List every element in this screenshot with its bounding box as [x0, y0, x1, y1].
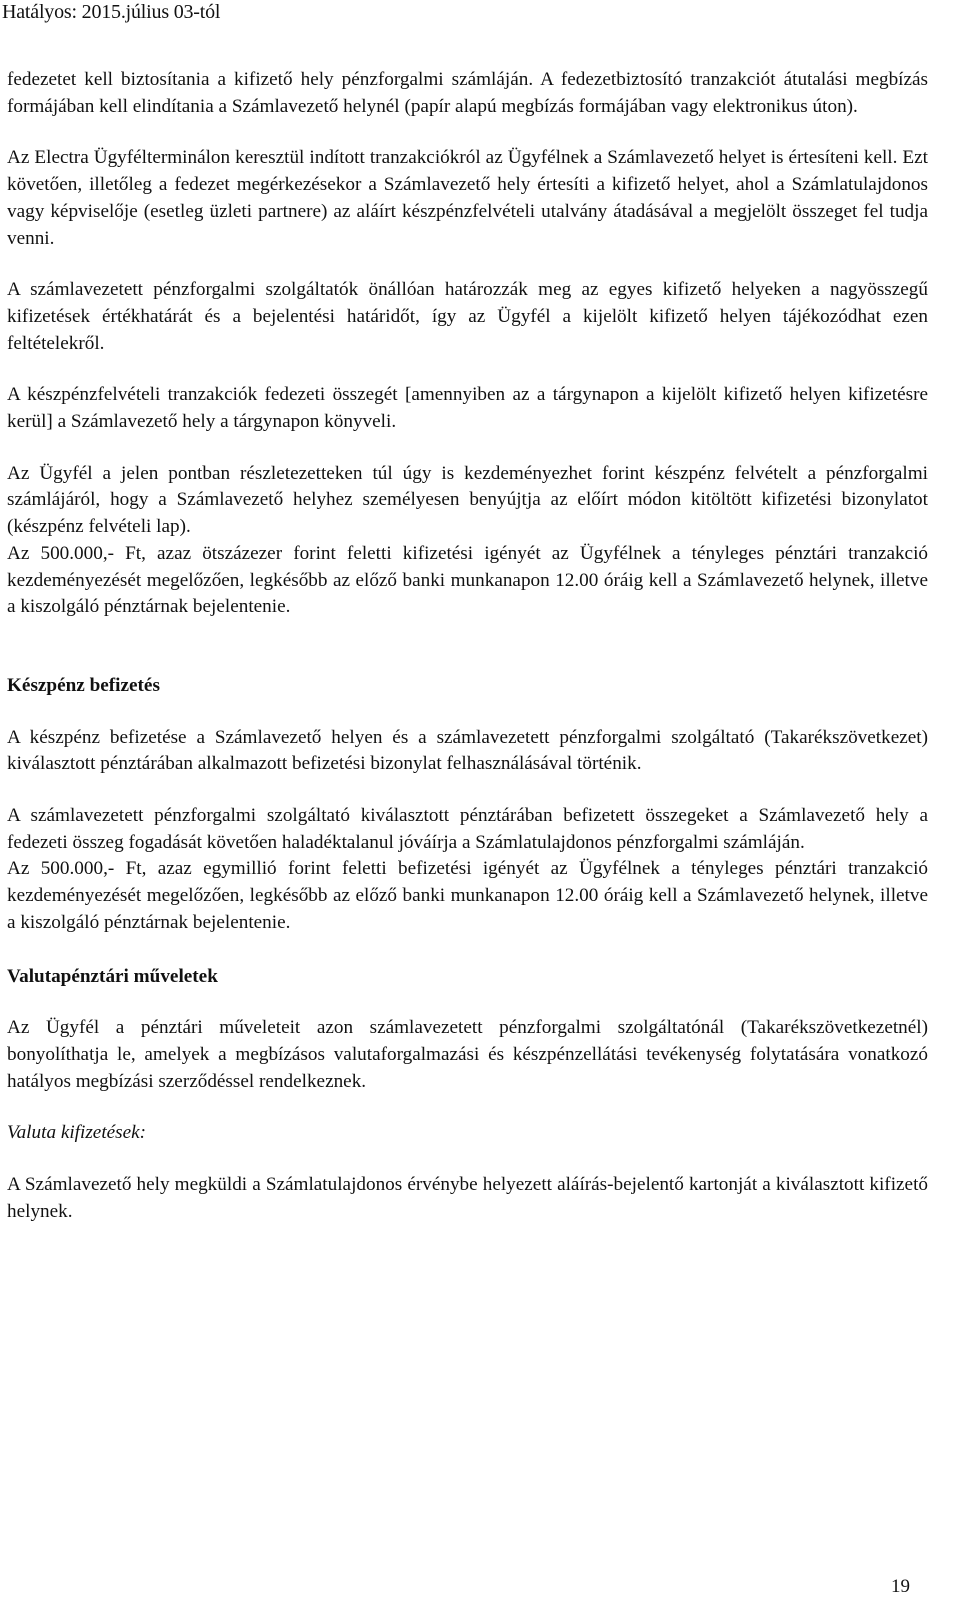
- paragraph-withdrawal-threshold: Az 500.000,- Ft, azaz ötszázezer forint feletti kifizetési igényét az Ügyfélnek a tényleges pénztári tranzakció kezdeményezését megelőzően, legkésőbb az előző banki munkanapon 12.00 óráig kell a Számlavezető helynek, illetve a kiszolgáló pénztárnak bejelentenie.: [7, 542, 928, 618]
- paragraph-funding-transfer: fedezetet kell biztosítania a kifizető hely pénzforgalmi számláján. A fedezetbiztosító tranzakciót átutalási megbízás formájában kell elindítania a Számlavezető helynél (papír alapú megbízás formájában vagy elektronikus úton).: [7, 69, 928, 117]
- paragraph-fx-operations: Az Ügyfél a pénztári műveleteit azon számlavezetett pénzforgalmi szolgáltatónál (Takarékszövetkezetnél) bonyolíthatja le, amelyek a megbízásos valutaforgalmazási és készpénzellátási tevékenység folytatására vonatkozó hatályos megbízási szerződéssel rendelkeznek.: [7, 1017, 928, 1092]
- subheading-fx-payouts: Valuta kifizetések:: [7, 1122, 147, 1144]
- paragraph-in-person-withdrawal: Az Ügyfél a jelen pontban részletezetteken túl úgy is kezdeményezhet forint készpénz felvételt a pénzforgalmi számlájáról, hogy a Számlavezető helyhez személyesen benyújtja az előírt módon kitöltött kifizetési bizonylatot (készpénz felvételi lap).: [7, 462, 928, 538]
- paragraph-signature-card: A Számlavezető hely megküldi a Számlatulajdonos érvénybe helyezett aláírás-bejelentő kartonját a kiválasztott kifizető helynek.: [7, 1174, 928, 1222]
- paragraph-deposit-crediting: A számlavezetett pénzforgalmi szolgáltató kiválasztott pénztárában befizetett összegeket a Számlavezető hely a fedezeti összeg fogadását követően haladéktalanul jóváírja a Számlatulajdonos pénzforgalmi számláján.: [7, 805, 928, 853]
- paragraph-electra-notification: Az Electra Ügyfélterminálon keresztül indított tranzakciókról az Ügyfélnek a Számlavezető helyet is értesíteni kell. Ezt követően, illetőleg a fedezet megérkezésekor a Számlavezető hely értesíti a kifizető helyet, ahol a Számlatulajdonos vagy képviselője (esetleg üzleti partnere) az aláírt készpénzfelvételi utalvány átadásával a megjelölt összeget fel tudja venni.: [7, 147, 928, 249]
- section-heading-cash-deposit: Készpénz befizetés: [7, 674, 160, 696]
- paragraph-deposit-method: A készpénz befizetése a Számlavezető helyen és a számlavezetett pénzforgalmi szolgáltató (Takarékszövetkezet) kiválasztott pénztárában alkalmazott befizetési bizonylat felhasználásával történik.: [7, 726, 928, 775]
- section-heading-fx-cash: Valutapénztári műveletek: [7, 965, 218, 987]
- page-number: 19: [891, 1576, 910, 1597]
- paragraph-payout-limits: A számlavezetett pénzforgalmi szolgáltatók önállóan határozzák meg az egyes kifizető helyeken a nagyösszegű kifizetések értékhatárát és a bejelentési határidőt, így az Ügyfél a kijelölt kifizető helyen tájékozódhat ezen feltételekről.: [7, 279, 928, 354]
- validity-header: Hatályos: 2015.július 03-tól: [2, 1, 221, 23]
- paragraph-deposit-threshold: Az 500.000,- Ft, azaz egymillió forint feletti befizetési igényét az Ügyfélnek a tényleges pénztári tranzakció kezdeményezését megelőzően, legkésőbb az előző banki munkanapon 12.00 óráig kell a Számlavezető helynek, illetve a kiszolgáló pénztárnak bejelentenie.: [7, 858, 928, 933]
- document-body: [7, 67, 928, 1226]
- paragraph-booking: A készpénzfelvételi tranzakciók fedezeti összegét [amennyiben az a tárgynapon a kijelölt kifizető helyen kifizetésre kerül] a Számlavezető hely a tárgynapon könyveli.: [7, 384, 928, 433]
